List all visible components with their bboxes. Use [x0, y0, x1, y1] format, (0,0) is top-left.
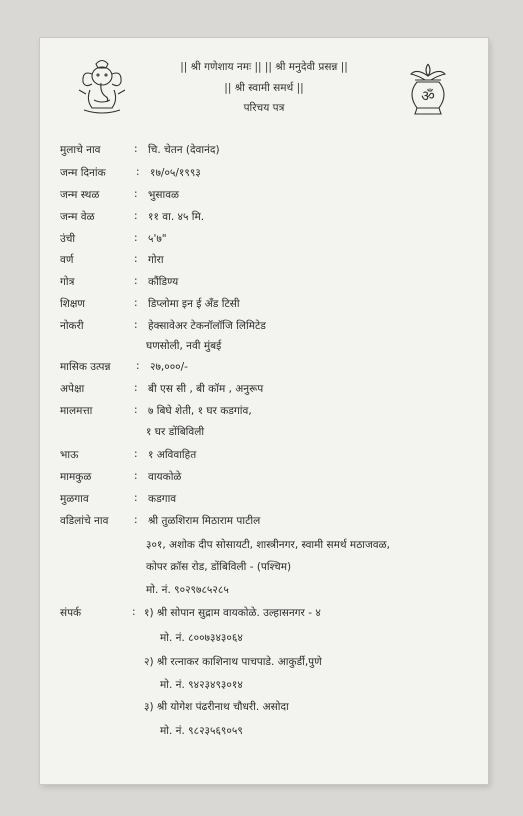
field-colon: :	[136, 360, 140, 372]
field-value: चि. चेतन (देवानंद)	[148, 144, 220, 156]
field-label: भाऊ	[60, 449, 79, 461]
field-label: जन्म दिनांक	[60, 167, 106, 179]
field-colon: :	[134, 210, 138, 222]
field-value: वायकोळे	[148, 471, 182, 483]
field-label: शिक्षण	[60, 298, 85, 310]
field-label: वर्ण	[60, 254, 74, 266]
field-colon: :	[134, 188, 138, 200]
field-value: बी एस सी , बी कॉम , अनुरूप	[148, 383, 264, 395]
header-invocation: || श्री गणेशाय नमः || || श्री मनुदेवी प्रसन्न ||	[180, 61, 348, 73]
field-label: मासिक उत्पन्न	[60, 361, 111, 373]
field-value: हेक्सावेअर टेकनॉलॉजि लिमिटेड	[148, 320, 266, 332]
field-colon: :	[134, 404, 138, 416]
field-value: १) श्री सोपान सुद्राम वायकोळे. उल्हासनगर - ४	[144, 607, 321, 619]
field-value: १७/०५/१९९३	[150, 167, 201, 179]
field-colon: :	[134, 470, 138, 482]
father-address-line-1: ३०१, अशोक दीप सोसायटी, शास्त्रीनगर, स्वामी समर्थ मठाजवळ,	[146, 539, 390, 551]
father-address-line-2: कोपर क्रॉस रोड, डोंबिविली - (पश्चिम)	[146, 561, 292, 573]
contact-2: २) श्री रत्नाकर काशिनाथ पाचपाडे. आकुर्डी,पुणे	[144, 656, 322, 668]
contact-2-phone: मो. नं. ९४२३४९३०१४	[160, 679, 243, 691]
field-colon: :	[136, 166, 140, 178]
field-value: २७,०००/-	[150, 361, 188, 373]
field-label: जन्म स्थळ	[60, 189, 100, 201]
header-swami-samarth: || श्री स्वामी समर्थ ||	[224, 82, 304, 94]
field-label: मुलाचे नाव	[60, 144, 101, 156]
field-label: मालमत्ता	[60, 405, 93, 417]
job-location: घणसोली, नवी मुंबई	[146, 340, 222, 352]
field-value: कौंडिण्य	[148, 276, 179, 288]
field-colon: :	[134, 232, 138, 244]
field-value: श्री तुळशिराम मिठाराम पाटील	[148, 515, 261, 527]
contact-3: ३) श्री योगेश पंढरीनाथ चौधरी. असोदा	[144, 701, 289, 713]
field-colon: :	[134, 253, 138, 265]
field-label: अपेक्षा	[60, 383, 85, 395]
contact-1-phone: मो. नं. ८००७३४३०६४	[160, 632, 243, 644]
document-title: परिचय पत्र	[243, 102, 285, 114]
field-label: उंची	[60, 233, 76, 245]
field-colon: :	[134, 297, 138, 309]
field-value: ११ वा. ४५ मि.	[148, 211, 205, 223]
field-colon: :	[134, 275, 138, 287]
svg-text:ॐ: ॐ	[421, 87, 435, 105]
field-value: भुसावळ	[148, 189, 180, 201]
field-label: मुळगाव	[60, 493, 89, 505]
father-phone: मो. नं. ९०२९७८५२८५	[146, 584, 229, 596]
contact-3-phone: मो. नं. ९८२३५६९०५९	[160, 725, 243, 737]
biodata-sheet	[40, 38, 488, 784]
field-colon: :	[134, 514, 138, 526]
field-label: संपर्क	[60, 607, 82, 619]
field-label: गोत्र	[60, 276, 75, 288]
field-label: जन्म वेळ	[60, 211, 95, 223]
field-value: ७ बिघे शेती, १ घर कडगांव,	[148, 405, 252, 417]
property-line-2: १ घर डोंबिविली	[146, 426, 205, 438]
field-value: १ अविवाहित	[148, 449, 197, 461]
field-colon: :	[134, 448, 138, 460]
field-label: वडिलांचे नाव	[60, 515, 109, 527]
field-label: नोकरी	[60, 320, 84, 332]
field-colon: :	[134, 492, 138, 504]
field-value: गोरा	[148, 254, 164, 266]
field-colon: :	[134, 382, 138, 394]
field-colon: :	[134, 319, 138, 331]
field-colon: :	[134, 143, 138, 155]
field-value: डिप्लोमा इन ई अँड टिसी	[148, 298, 240, 310]
field-colon: :	[132, 606, 136, 618]
field-label: मामकुळ	[60, 471, 92, 483]
field-value: ५'७"	[148, 233, 167, 245]
field-value: कडगाव	[148, 493, 177, 505]
